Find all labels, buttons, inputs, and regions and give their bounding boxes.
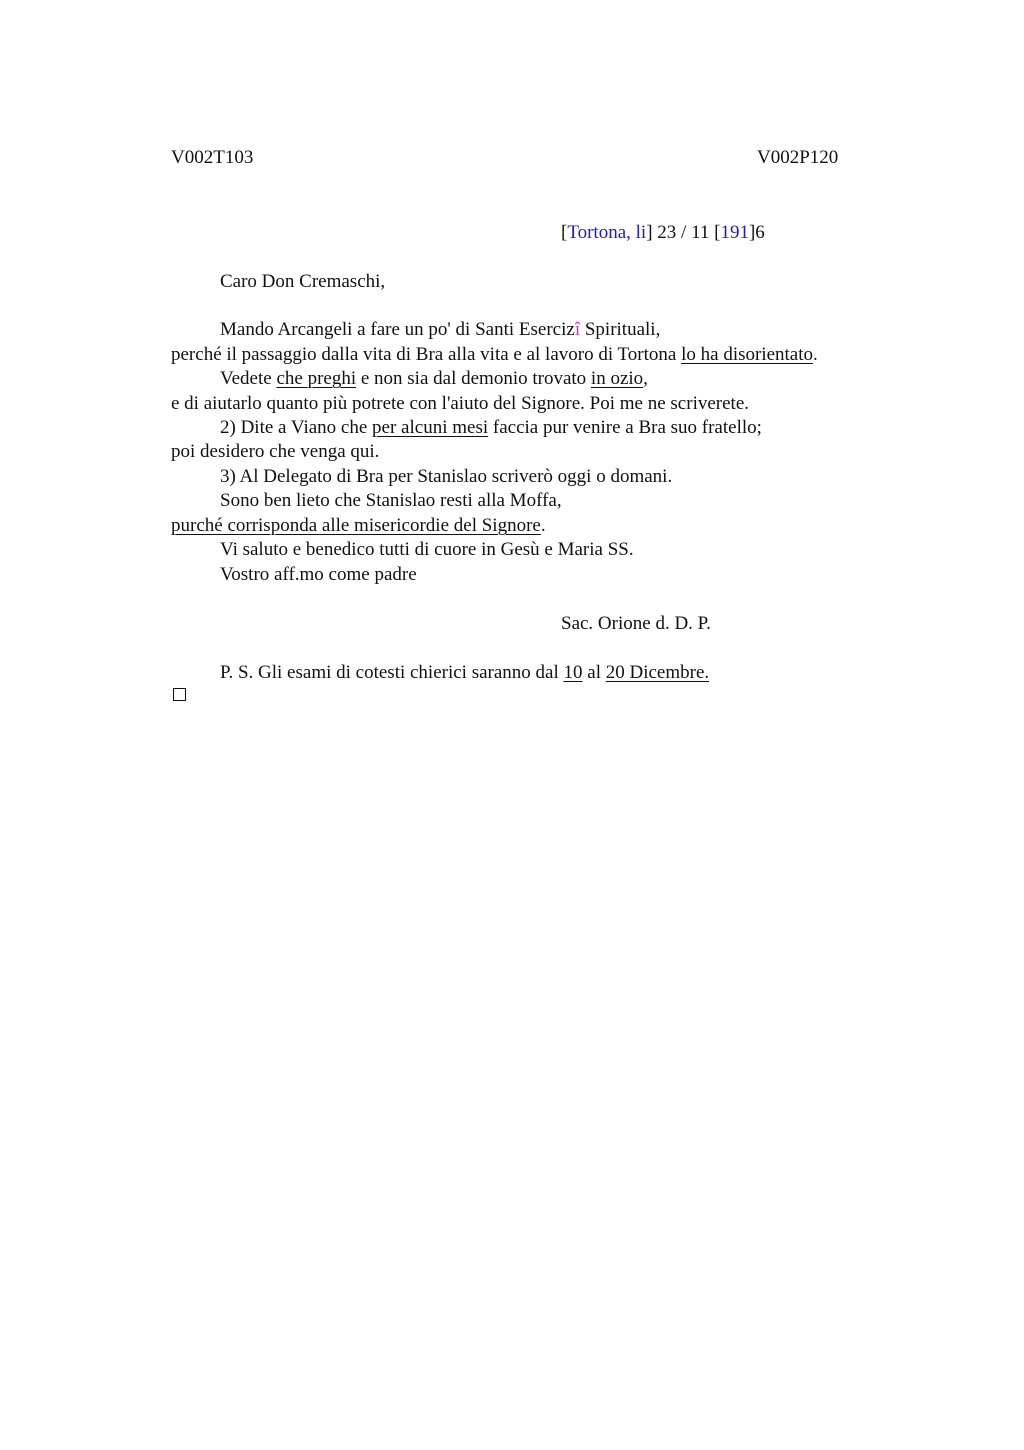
checkbox-square-icon (173, 688, 186, 701)
body-text: al (582, 662, 606, 683)
header-left-code: V002T103 (171, 147, 254, 168)
body-line-9 (171, 514, 546, 538)
body-line-6: poi desidero che venga qui. (171, 441, 380, 462)
body-line-3 (220, 367, 648, 391)
closing-line: Vostro aff.mo come padre (220, 564, 417, 585)
salutation: Caro Don Cremaschi, (220, 271, 386, 292)
body-text: P. S. Gli esami di cotesti chierici saranno dal (220, 662, 564, 683)
body-text: e non sia dal demonio trovato (356, 368, 591, 389)
underlined-phrase: 10 (563, 662, 583, 683)
underlined-phrase: in ozio (590, 368, 644, 389)
postscript (220, 661, 709, 685)
body-text: faccia pur venire a Bra suo fratello; (488, 417, 762, 438)
body-line-2 (171, 343, 818, 367)
body-line-10: Vi saluto e benedico tutti di cuore in Gesù e Maria SS. (220, 539, 634, 560)
body-line-1 (220, 318, 660, 342)
body-text: Mando Arcangeli a fare un po' di Santi Eserciz (220, 319, 575, 340)
body-text: . (540, 515, 546, 536)
body-line-8: Sono ben lieto che Stanislao resti alla Moffa, (220, 490, 562, 511)
underlined-phrase: purché corrisponda alle misericordie del Signore (171, 515, 541, 536)
header-right-code: V002P120 (757, 147, 839, 168)
body-line-7: 3) Al Delegato di Bra per Stanislao scriverò oggi o domani. (220, 466, 673, 487)
underlined-phrase: lo ha disorientato (681, 344, 814, 365)
body-text: 2) Dite a Viano che (220, 417, 373, 438)
bracket: ] (748, 222, 756, 243)
dateline-year-prefix: 191 (720, 222, 749, 243)
body-text: perché il passaggio dalla vita di Bra alla vita e al lavoro di Tortona (171, 344, 682, 365)
underlined-phrase: 20 Dicembre. (605, 662, 710, 683)
signature: Sac. Orione d. D. P. (561, 613, 711, 634)
dateline-year-suffix: 6 (755, 222, 765, 243)
underlined-phrase: per alcuni mesi (372, 417, 489, 438)
bracket: ] (646, 222, 653, 243)
body-text: . (813, 344, 818, 365)
bracket: [ (561, 222, 568, 243)
dateline-place: Tortona, li (567, 222, 647, 243)
underlined-phrase: che preghi (276, 368, 357, 389)
body-text: , (643, 368, 648, 389)
body-text: Vedete (220, 368, 277, 389)
bracket: [ (714, 222, 721, 243)
dateline (561, 221, 765, 245)
body-line-5 (220, 416, 762, 440)
body-text: Spirituali, (580, 319, 661, 340)
body-line-4: e di aiutarlo quanto più potrete con l'aiuto del Signore. Poi me ne scriverete. (171, 393, 750, 414)
dateline-day-month: 23 / 11 (652, 222, 715, 243)
accent-mark: î (574, 319, 581, 340)
